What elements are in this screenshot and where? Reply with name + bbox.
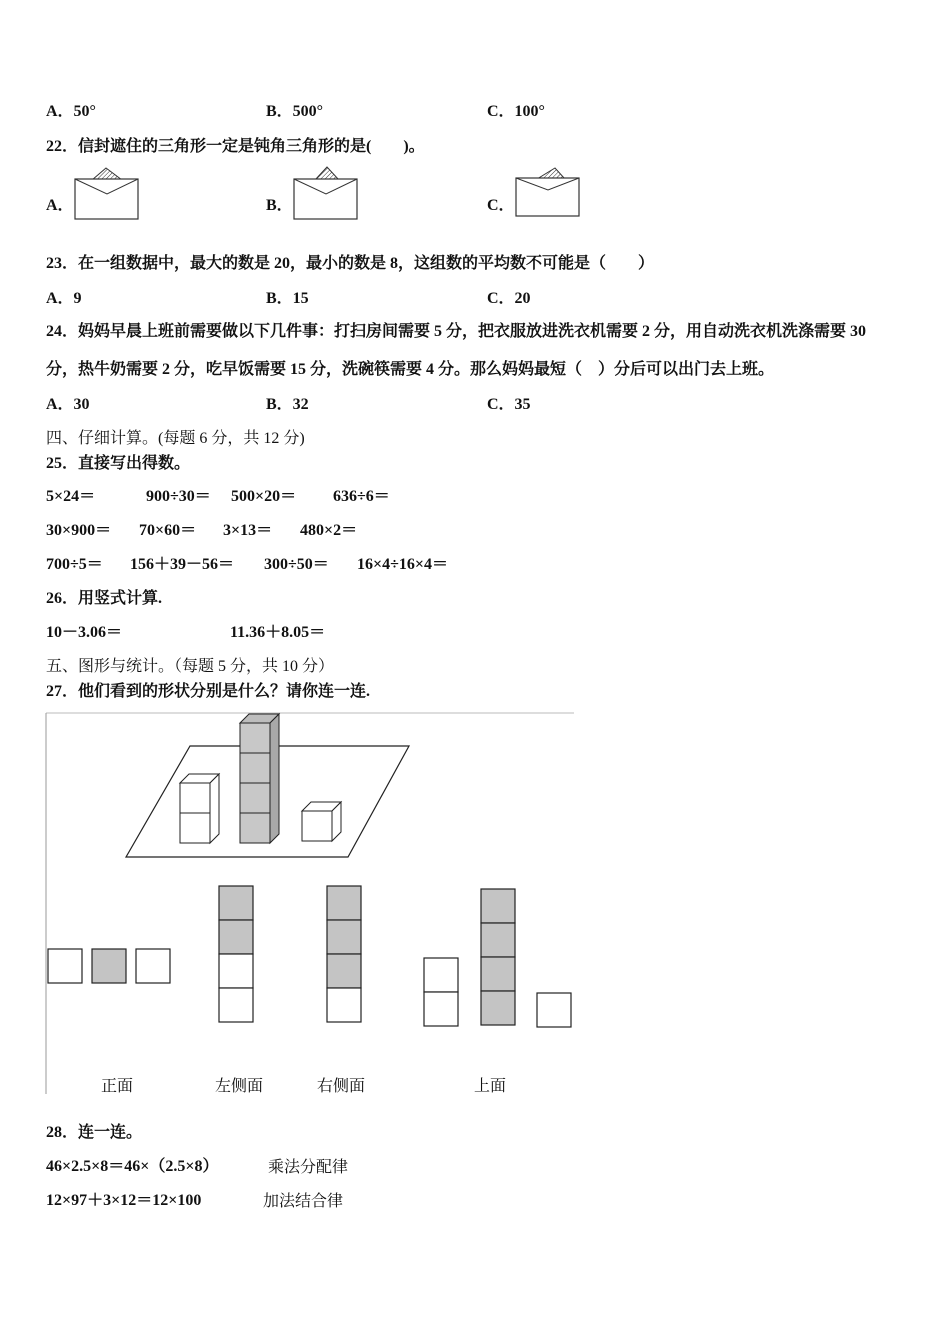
q24-option-b: B．32 [266,396,309,413]
q21-option-b: B．500° [266,103,324,120]
label-right-side: 右侧面 [317,1076,366,1095]
view-option-1 [48,949,170,983]
cube-column-left [180,774,219,843]
q22-question: 22．信封遮住的三角形一定是钝角三角形的是( )。 [46,138,425,155]
q21-option-c: C．100° [487,103,545,120]
q24-option-c: C．35 [487,396,531,413]
q28-expr-2: 12×97＋3×12＝12×100 [46,1192,202,1209]
q25-r1-c3: 500×20＝ [231,488,297,505]
q25-r2-c1: 30×900＝ [46,522,112,539]
q25-r1-c1: 5×24＝ [46,488,96,505]
q24-option-a: A．30 [46,396,90,413]
label-top: 上面 [474,1076,507,1095]
q25-r1-c2: 900÷30＝ [146,488,211,505]
view-option-3 [327,886,361,1022]
q26-item-1: 10－3.06＝ [46,624,123,641]
cube-column-middle [240,714,279,843]
cube-column-right [302,802,341,841]
q28-law-1: 乘法分配律 [268,1157,349,1176]
q25-r2-c3: 3×13＝ [223,522,273,539]
section-5-heading: 五、图形与统计。（每题 5 分，共 10 分） [46,658,335,675]
q25-r3-c1: 700÷5＝ [46,556,103,573]
q26-question: 26．用竖式计算. [46,590,163,607]
q25-r3-c3: 300÷50＝ [264,556,329,573]
q25-r1-c4: 636÷6＝ [333,488,390,505]
q25-question: 25．直接写出得数。 [46,455,191,472]
q22-option-b: B． [266,197,293,214]
q28-law-2: 加法结合律 [263,1191,344,1210]
q23-question: 23．在一组数据中，最大的数是 20，最小的数是 8，这组数的平均数不可能是（ ） [46,255,655,272]
q23-option-c: C．20 [487,290,531,307]
q24-question-line2: 分，热牛奶需要 2 分，吃早饭需要 15 分，洗碗筷需要 4 分。那么妈妈最短（ ）分后可以出门去上班。 [46,361,775,378]
q27-question: 27．他们看到的形状分别是什么？请你连一连. [46,683,371,700]
q25-r2-c4: 480×2＝ [300,522,358,539]
q22-option-c: C． [487,197,515,214]
q27-figure [44,710,576,1102]
q21-option-a: A．50° [46,103,96,120]
label-left-side: 左侧面 [215,1076,264,1095]
view-option-4 [424,889,571,1027]
q25-r3-c4: 16×4÷16×4＝ [357,556,449,573]
q23-option-a: A．9 [46,290,82,307]
envelope-b-icon [291,166,361,224]
q26-item-2: 11.36＋8.05＝ [230,624,326,641]
q23-option-b: B．15 [266,290,309,307]
label-front: 正面 [101,1076,134,1095]
view-option-2 [219,886,253,1022]
envelope-a-icon [72,166,142,224]
section-4-heading: 四、仔细计算。(每题 6 分，共 12 分) [46,430,305,447]
q25-r2-c2: 70×60＝ [139,522,197,539]
q28-expr-1: 46×2.5×8＝46×（2.5×8） [46,1158,219,1175]
envelope-c-icon [513,166,583,224]
q25-r3-c2: 156＋39－56＝ [130,556,235,573]
q24-question-line1: 24．妈妈早晨上班前需要做以下几件事：打扫房间需要 5 分，把衣服放进洗衣机需要 2 分，用自动洗衣机洗涤需要 30 [46,323,867,340]
q22-option-a: A． [46,197,74,214]
q28-question: 28．连一连。 [46,1124,143,1141]
